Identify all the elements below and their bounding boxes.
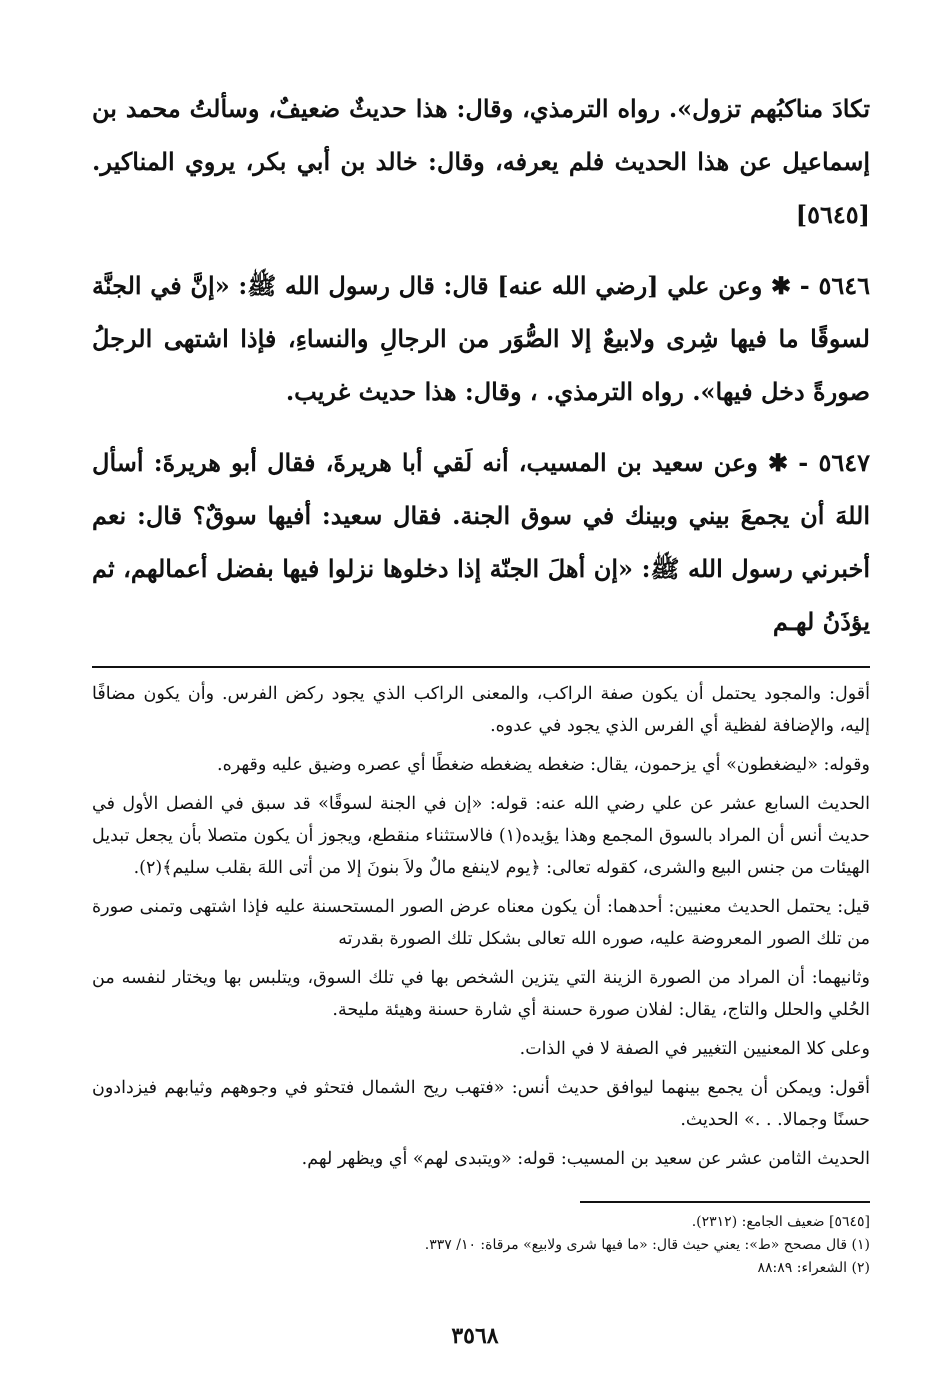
hadith-paragraph-3: ٥٦٤٧ - ✱ وعن سعيد بن المسيب، أنه لَقي أبا هريرةَ، فقال أبو هريرةَ: أسأل اللهَ أن يجمعَ بيني وبينك في سوق الجنة. فقال سعيد: أفيها سوقٌ؟ قال: نعم أخبرني رسول الله ﷺ: «إن أهلَ الجنّة إذا دخلوها نزلوا فيها بفضل أعمالهم، ثم يؤذَنُ لهـم — [92, 448, 871, 636]
commentary-paragraph-4: قيل: يحتمل الحديث معنيين: أحدهما: أن يكون معناه عرض الصور المستحسنة عليه فإذا اشتهى وتمنى صورة من تلك الصور المعروضة عليه، صوره الله تعالى بشكل تلك الصورة بقدرته — [92, 897, 870, 949]
hadith-paragraph-2: ٥٦٤٦ - ✱ وعن علي [رضي الله عنه] قال: قال رسول الله ﷺ: «إنَّ في الجنَّة لسوقًا ما فيها شِرى ولابيعٌ إلا الصُّوَر من الرجالِ والنساءِ، فإذا اشتهى الرجلُ صورةً دخل فيها». رواه الترمذي. ، وقال: هذا حديث غريب. — [92, 271, 870, 406]
hadith-paragraph-1: تكادَ مناكبُهم تزول». رواه الترمذي، وقال: هذا حديثٌ ضعيفٌ، وسألتُ محمد بن إسماعيل عن هذا الحديث فلم يعرفه، وقال: خالد بن أبي بكر، يروي المناكير. [٥٦٤٥] — [92, 94, 870, 229]
commentary-paragraph-1: أقول: والمجود يحتمل أن يكون صفة الراكب، والمعنى الراكب الذي يجود ركض الفرس. وأن يكون مضافًا إليه، والإضافة لفظية أي الفرس الذي يجود في عدوه. — [92, 684, 870, 736]
footnote-divider — [580, 1201, 870, 1203]
commentary-divider — [92, 666, 870, 668]
footnote-2: (٢) الشعراء: ٨٨:٨٩ — [757, 1260, 870, 1276]
footnotes-section — [92, 1211, 870, 1280]
footnote-1: (١) قال مصحح «ط»: يعني حيث قال: «ما فيها شرى ولابيع» مرقاة: ١٠/ ٣٣٧. — [424, 1237, 870, 1253]
page-number: ٣٥٦٨ — [451, 1323, 499, 1349]
commentary-paragraph-8: الحديث الثامن عشر عن سعيد بن المسيب: قوله: «ويتبدى لهم» أي ويظهر لهم. — [301, 1149, 870, 1169]
commentary-paragraph-7: أقول: ويمكن أن يجمع بينهما ليوافق حديث أنس: «فتهب ريح الشمال فتحثو في وجوههم وثيابهم فيزدادون حسنًا وجمالا. . .» الحديث. — [92, 1078, 870, 1130]
hadith-text — [92, 82, 870, 648]
page-content — [92, 82, 870, 1280]
commentary-paragraph-2: وقوله: «ليضغطون» أي يزحمون، يقال: ضغطه يضغطه ضغطًا أي عصره وضيق عليه وقهره. — [217, 755, 870, 775]
commentary-paragraph-3: الحديث السابع عشر عن علي رضي الله عنه: قوله: «إن في الجنة لسوقًا» قد سبق في الفصل الأول في حديث أنس أن المراد بالسوق المجمع وهذا يؤيده(١) فالاستثناء منقطع، ويجوز أن يكون متصلا بأن يجعل تبديل الهيئات من جنس البيع والشرى، كقوله تعالى: ﴿يوم لاينفع مالٌ ولاَ بنونَ إلا من أتى اللهَ بقلب سليم﴾(٢). — [92, 794, 870, 878]
commentary-paragraph-6: وعلى كلا المعنيين التغيير في الصفة لا في الذات. — [519, 1039, 870, 1059]
commentary-paragraph-5: وثانيهما: أن المراد من الصورة الزينة التي يتزين الشخص بها في تلك السوق، ويتلبس بها ويختار لنفسه من الحُلي والحلل والتاج، يقال: لفلان صورة حسنة أي شارة حسنة وهيئة مليحة. — [92, 968, 870, 1020]
commentary-section — [92, 678, 870, 1175]
footnote-source: [٥٦٤٥] ضعيف الجامع: (٢٣١٢). — [691, 1214, 870, 1230]
